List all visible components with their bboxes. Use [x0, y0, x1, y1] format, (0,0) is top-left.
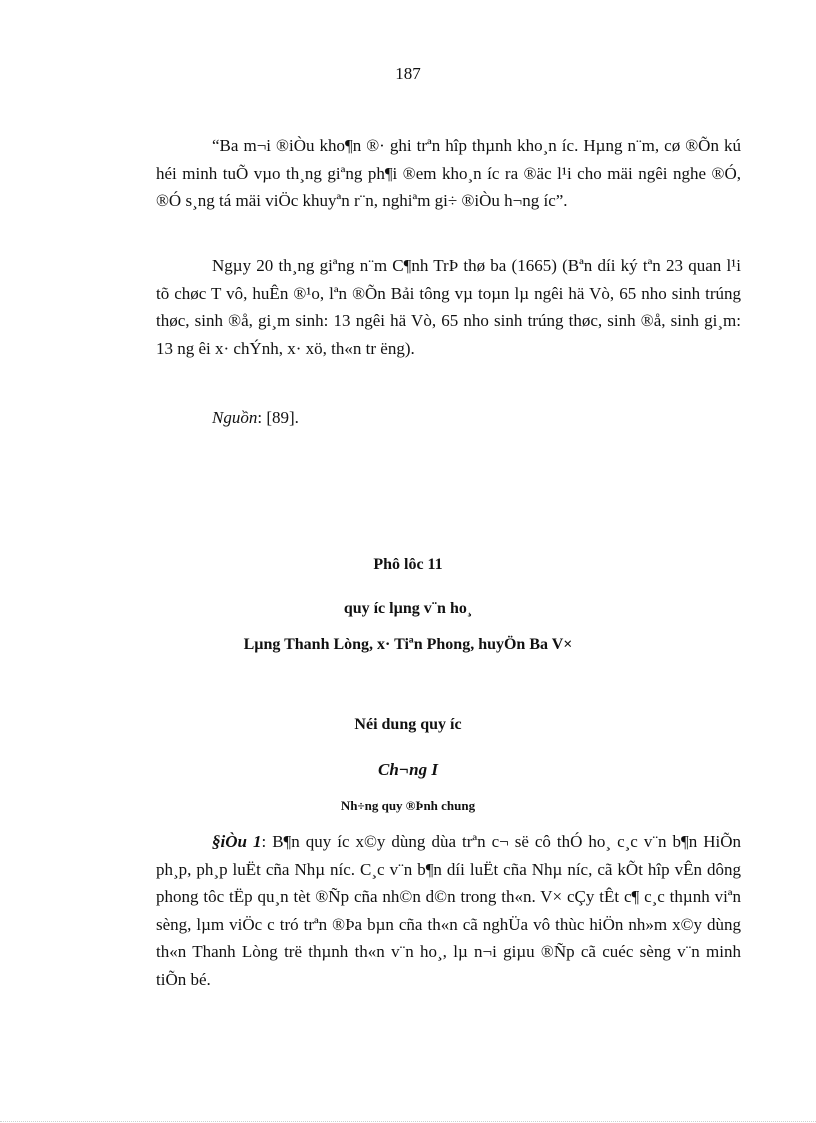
paragraph-covenant-closing: “Ba m¬i ®iÒu kho¶n ®· ghi trªn hîp thµnh kho¸n íc. Hµng n¨m, cø ®Õn kú héi minh tuÕ vµo th¸ng giªng ph¶i ®em kho¸n íc ra ®äc l¹i cho mäi ngêi nghe ®Ó, ®Ó s¸ng tá mäi viÖc khuyªn r¨n, nghiªm gi÷ ®iÒu h¬ng íc”. [156, 136, 741, 210]
page-bottom-rule [0, 1121, 816, 1122]
article-1-text: : B¶n quy íc x©y dùng dùa trªn c¬ së cô thÓ ho¸ c¸c v¨n b¶n HiÕn ph¸p, ph¸p luËt cña Nhµ níc. C¸c v¨n b¶n díi luËt cña Nhµ níc, cã kÕt hîp vÊn dông phong tôc tËp qu¸n tèt ®Ñp cña nh©n d©n trong th«n. V× cÇy tÊt c¶ c¸c thµnh viªn sèng, lµm viÖc c tró trªn ®Þa bµn cña th«n cã nghÜa vô thùc hiÖn nh»m x©y dùng th«n Thanh Lòng trë thµnh th«n v¨n ho¸, lµ n¬i giµu ®Ñp cã cuéc sèng v¨n minh tiÕn bé. [156, 832, 741, 989]
source-citation [212, 408, 299, 428]
source-label: Nguồn [212, 408, 258, 427]
page-number: 187 [395, 64, 421, 83]
chapter-subheading: Nh÷ng quy ®Þnh chung [340, 798, 476, 813]
paragraph-signatories: Ngµy 20 th¸ng giªng n¨m C¶nh TrÞ thø ba (1665) (Bªn díi ký tªn 23 quan l¹i tõ chøc T vô, huÊn ®¹o, lªn ®Õn Bải tông vµ toµn lµ ngêi hä Vò, 65 nho sinh trúng thøc, sinh ®å, gi¸m sinh: 13 ngêi hä Vò, 65 nho sinh trúng thøc, sinh ®å, sinh gi¸m: 13 ng êi x· chÝnh, x· xö, th«n tr ëng). [156, 256, 741, 358]
content-heading: Néi dung quy íc [354, 716, 462, 733]
source-value: : [89]. [257, 408, 299, 427]
article-1-label: §iÒu 1 [212, 832, 262, 851]
appendix-title: quy íc lµng v¨n ho¸ [343, 600, 473, 617]
article-1-paragraph [156, 828, 741, 993]
chapter-heading: Ch¬ng I [378, 760, 438, 779]
appendix-heading: Phô lôc 11 [373, 556, 443, 573]
appendix-subtitle: Lµng Thanh Lòng, x· Tiªn Phong, huyÖn Ba V× [243, 636, 573, 653]
